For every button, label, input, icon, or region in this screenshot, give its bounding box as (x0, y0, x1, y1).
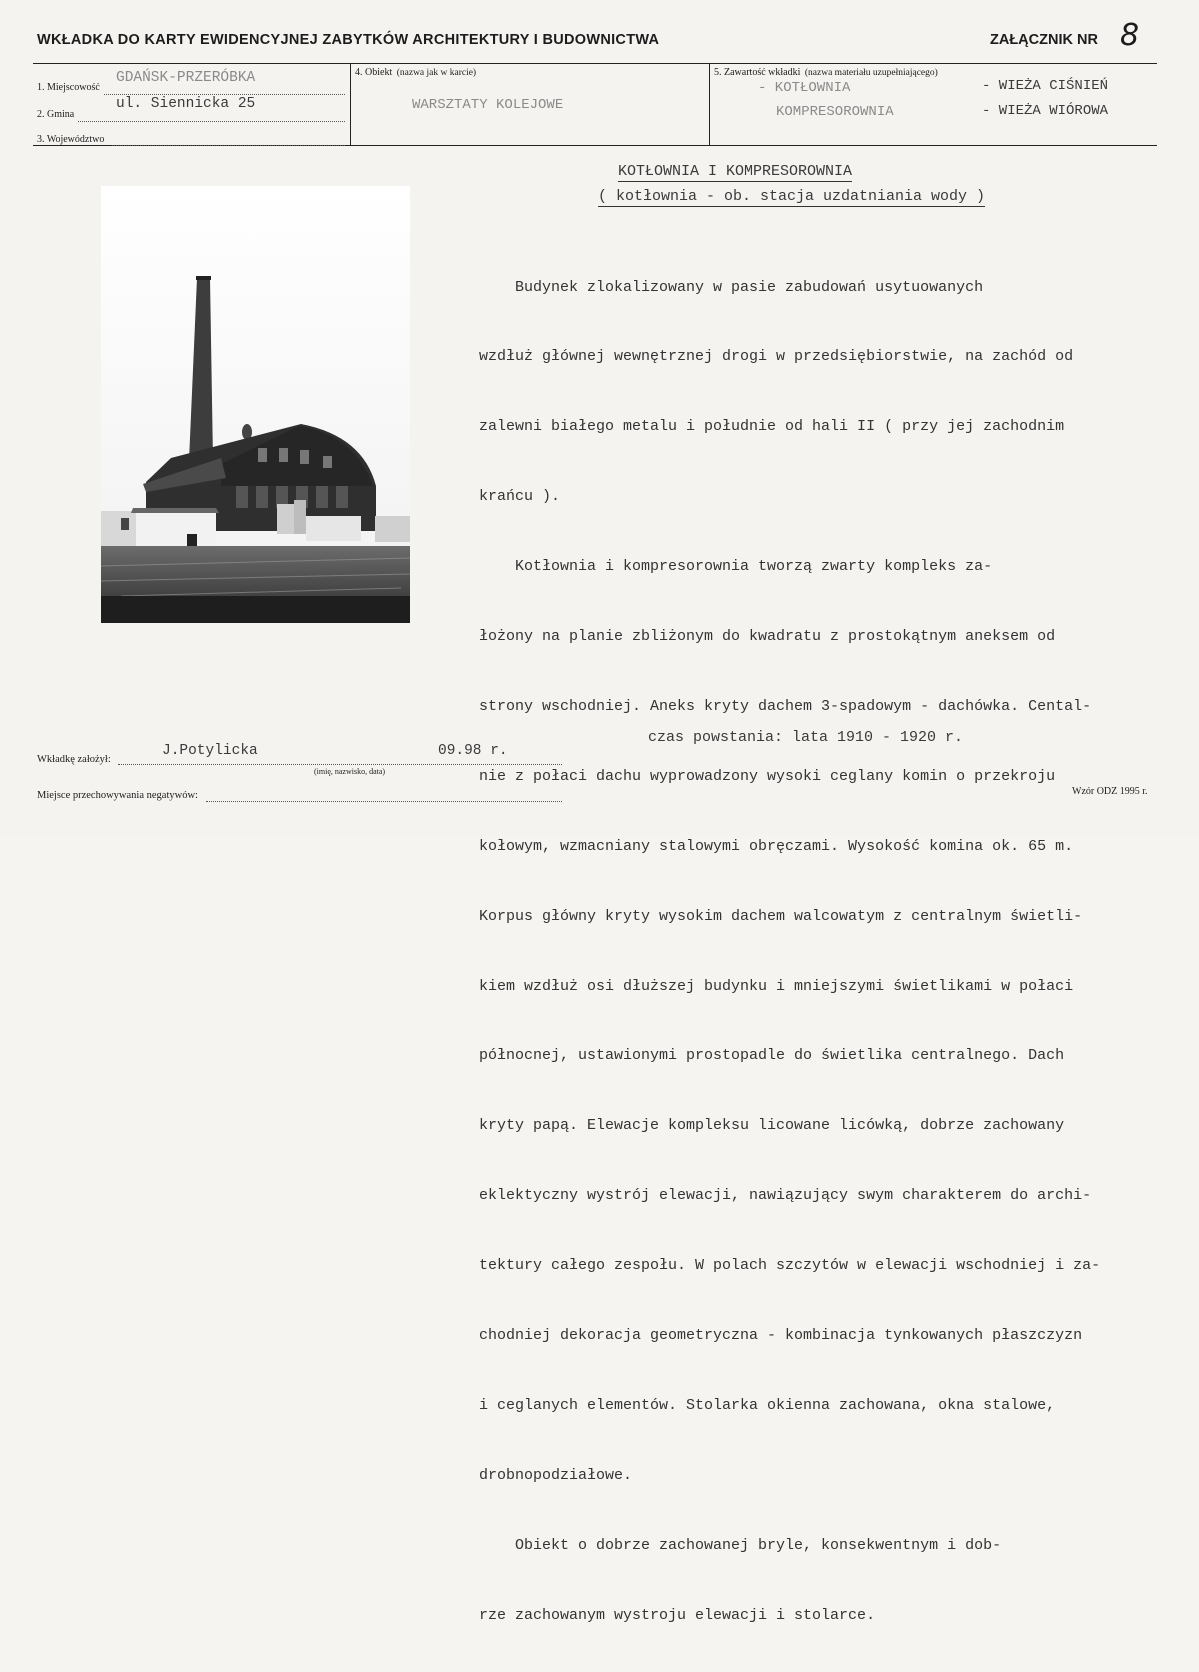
zawartosc-item-3: - WIEŻA CIŚNIEŃ (982, 78, 1109, 94)
pattern-label: Wzór ODZ 1995 r. (1072, 786, 1148, 797)
zawartosc-item-1: - KOTŁOWNIA (758, 80, 851, 96)
text-line: rze zachowanym wystroju elewacji i stolarce. (479, 1606, 876, 1624)
text-line: wzdłuż głównej wewnętrznej drogi w przedsiębiorstwie, na zachód od (479, 348, 1074, 366)
text-line: kryty papą. Elewacje kompleksu licowane licówką, dobrze zachowany (479, 1117, 1065, 1135)
text-line: Budynek zlokalizowany w pasie zabudowań usytuowanych (479, 278, 984, 296)
author-hint: (imię, nazwisko, data) (314, 767, 386, 776)
miejscowosc-value: GDAŃSK-PRZERÓBKA (116, 70, 256, 86)
obiekt-label (355, 67, 476, 78)
text-line: eklektyczny wystrój elewacji, nawiązujący swym charakterem do archi- (479, 1187, 1092, 1205)
wojewodztwo-dots (112, 145, 345, 146)
form-top-line (33, 63, 1157, 64)
miejscowosc-label: 1. Miejscowość (37, 82, 100, 93)
text-line: łożony na planie zbliżonym do kwadratu z prostokątnym aneksem od (479, 628, 1056, 646)
gmina-label: 2. Gmina (37, 109, 75, 120)
obiekt-label-text: 4. Obiekt (355, 67, 393, 78)
text-line: chodniej dekoracja geometryczna - kombinacja tynkowanych płaszczyzn (479, 1326, 1083, 1344)
building-photo (101, 186, 410, 623)
form-divider-2 (709, 63, 710, 145)
text-line: krańcu ). (479, 488, 561, 506)
text-line: tektury całego zespołu. W polach szczytów w elewacji wschodniej i za- (479, 1257, 1101, 1275)
card-title: WKŁADKA DO KARTY EWIDENCYJNEJ ZABYTKÓW ARCHITEKTURY I BUDOWNICTWA (37, 32, 660, 48)
text-line: Kotłownia i kompresorownia tworzą zwarty kompleks za- (479, 558, 993, 576)
text-line: strony wschodniej. Aneks kryty dachem 3-spadowym - dachówka. Cental- (479, 697, 1092, 715)
zawartosc-hint: (nazwa materiału uzupełniającego) (804, 68, 938, 78)
obiekt-value: WARSZTATY KOLEJOWE (412, 97, 564, 113)
author-dots (118, 764, 562, 765)
gmina-value: ul. Siennicka 25 (116, 96, 256, 112)
text-line: drobnopodziałowe. (479, 1466, 633, 1484)
negatives-label: Miejsce przechowywania negatywów: (37, 790, 198, 801)
form-divider-1 (350, 63, 351, 145)
dating-text: czas powstania: lata 1910 - 1920 r. (648, 729, 964, 746)
author-value: J.Potylicka (162, 743, 258, 759)
section-subtitle: ( kotłownia - ob. stacja uzdatniania wody ) (598, 188, 986, 205)
zawartosc-label (714, 67, 938, 78)
text-line: nie z połaci dachu wyprowadzony wysoki ceglany komin o przekroju (479, 767, 1056, 785)
zawartosc-item-2: KOMPRESOROWNIA (776, 104, 894, 120)
text-line: Obiekt o dobrze zachowanej bryle, konsekwentnym i dob- (479, 1536, 1002, 1554)
attachment-number: 8 (1120, 18, 1140, 53)
text-line: kołowym, wzmacniany stalowymi obręczami. Wysokość komina ok. 65 m. (479, 837, 1074, 855)
text-line: kiem wzdłuż osi dłuższej budynku i mniejszymi świetlikami w połaci (479, 977, 1074, 995)
author-date: 09.98 r. (438, 743, 508, 759)
zawartosc-item-4: - WIEŻA WIÓROWA (982, 103, 1109, 119)
gmina-dots (78, 121, 345, 122)
description-text (479, 229, 1100, 1672)
negatives-dots (206, 801, 562, 802)
zawartosc-label-text: 5. Zawartość wkładki (714, 67, 801, 78)
wojewodztwo-label: 3. Województwo (37, 134, 105, 145)
text-line: północnej, ustawionymi prostopadle do świetlika centralnego. Dach (479, 1047, 1065, 1065)
obiekt-hint: (nazwa jak w karcie) (396, 68, 477, 78)
text-line: i ceglanych elementów. Stolarka okienna zachowana, okna stalowe, (479, 1396, 1056, 1414)
attachment-label: ZAŁĄCZNIK NR (990, 32, 1098, 48)
miejscowosc-dots (104, 94, 345, 95)
text-line: zalewni białego metalu i południe od hali II ( przy jej zachodnim (479, 418, 1065, 436)
text-line: Korpus główny kryty wysokim dachem walcowatym z centralnym świetli- (479, 907, 1083, 925)
author-label: Wkładkę założył: (37, 754, 111, 765)
section-title: KOTŁOWNIA I KOMPRESOROWNIA (618, 163, 853, 180)
